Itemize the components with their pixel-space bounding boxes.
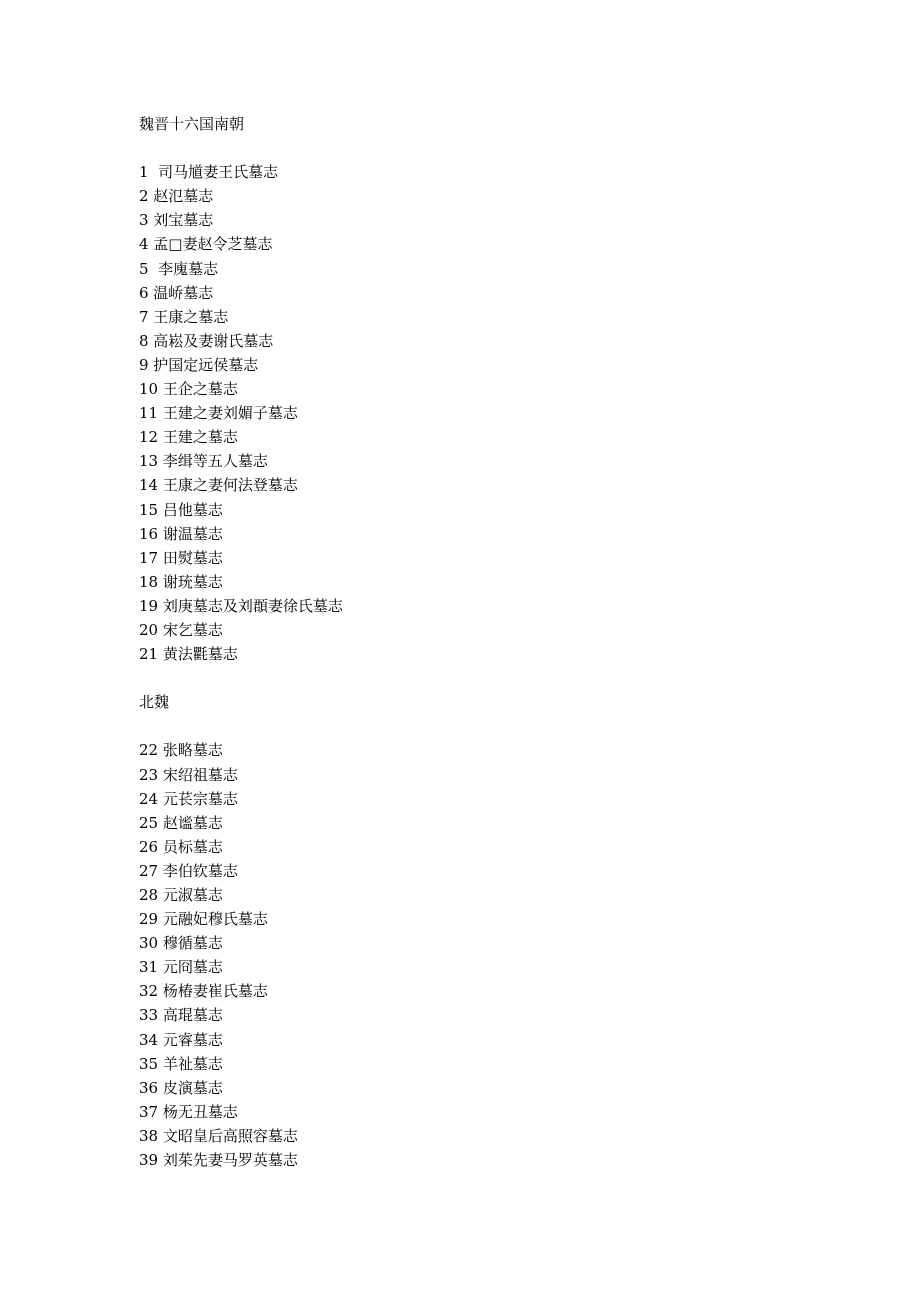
list-item: 2 赵氾墓志 [139,187,214,206]
list-item: 30 穆循墓志 [139,934,223,953]
list-item: 27 李伯钦墓志 [139,861,238,880]
spacer [139,136,839,160]
list-item: 26 员标墓志 [139,837,223,856]
list-item: 34 元睿墓志 [139,1030,223,1049]
list-item: 23 宋绍祖墓志 [139,765,238,784]
list-item: 38 文昭皇后高照容墓志 [139,1126,298,1145]
list-item: 19 刘庚墓志及刘頵妻徐氏墓志 [139,596,343,615]
list-item: 21 黄法氍墓志 [139,645,238,664]
list-item: 18 谢珫墓志 [139,572,223,591]
list-item: 6 温峤墓志 [139,283,214,302]
list-item: 13 李缉等五人墓志 [139,452,268,471]
list-item: 4 孟□妻赵令芝墓志 [139,235,273,254]
epitaph-list-northern-wei [139,738,839,1172]
list-item: 28 元淑墓志 [139,886,223,904]
list-item: 29 元融妃穆氏墓志 [139,910,268,929]
list-item: 7 王康之墓志 [139,307,229,326]
document-content [139,112,839,1172]
epitaph-list-wei-jin [139,160,839,666]
list-item: 37 杨无丑墓志 [139,1102,238,1121]
list-item: 25 赵谧墓志 [139,813,223,832]
list-item: 35 羊祉墓志 [139,1054,223,1073]
spacer [139,714,839,738]
list-item: 39 刘茱先妻马罗英墓志 [139,1151,298,1170]
list-item: 31 元冏墓志 [139,958,223,977]
list-item: 36 皮演墓志 [139,1078,223,1097]
section-heading-wei-jin: 魏晋十六国南朝 [139,115,245,133]
spacer [139,666,839,690]
list-item: 14 王康之妻何法登墓志 [139,476,298,495]
list-item: 3 刘宝墓志 [139,211,214,230]
list-item: 12 王建之墓志 [139,428,238,447]
list-item: 16 谢温墓志 [139,524,223,543]
list-item: 9 护国定远侯墓志 [139,355,259,374]
list-item: 5 李廆墓志 [139,259,219,278]
list-item: 20 宋乞墓志 [139,620,223,639]
section-heading-northern-wei: 北魏 [139,693,170,712]
list-item: 33 高琨墓志 [139,1006,223,1025]
list-item: 15 吕他墓志 [139,500,223,519]
list-item: 10 王企之墓志 [139,380,238,399]
list-item: 22 张略墓志 [139,741,223,760]
list-item: 8 高崧及妻谢氏墓志 [139,331,274,350]
list-item: 11 王建之妻刘媚子墓志 [139,404,298,423]
list-item: 24 元苌宗墓志 [139,789,238,808]
list-item: 1 司马馗妻王氏墓志 [139,163,279,182]
list-item: 17 田熨墓志 [139,548,223,567]
list-item: 32 杨椿妻崔氏墓志 [139,982,268,1001]
